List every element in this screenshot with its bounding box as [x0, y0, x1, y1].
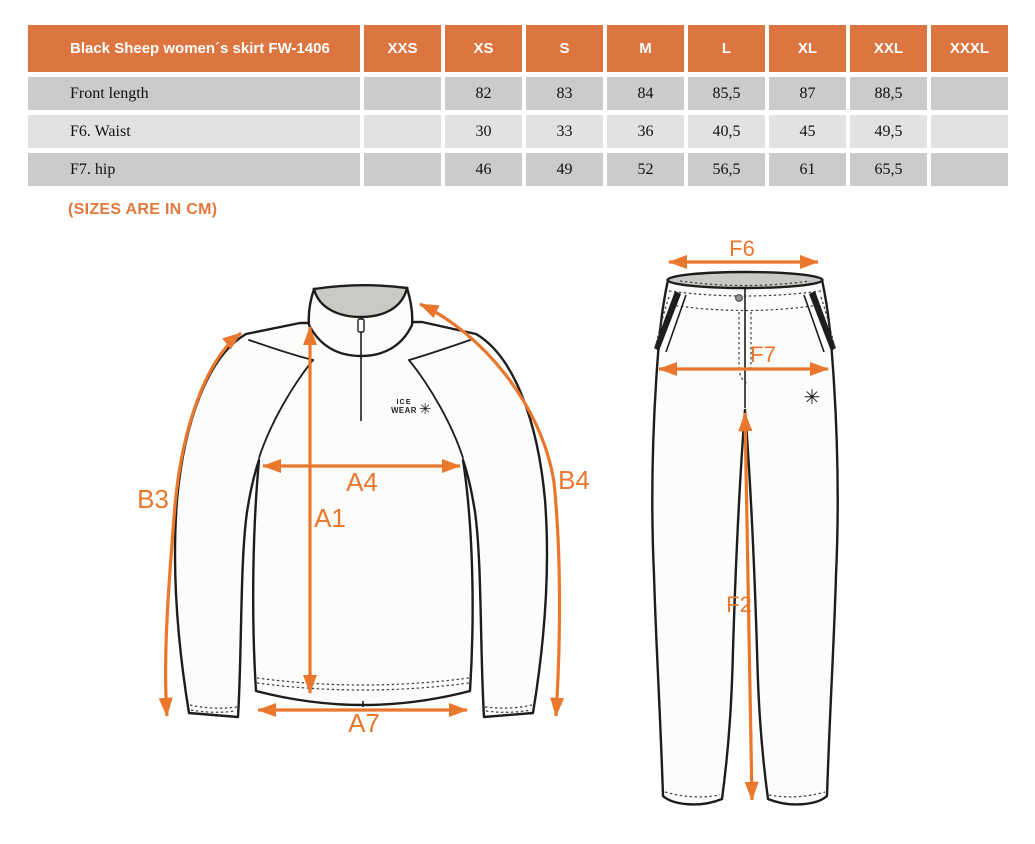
snowflake-icon: ✳	[418, 400, 432, 418]
value-cell: 49,5	[850, 115, 927, 148]
value-cell: 36	[607, 115, 684, 148]
value-cell: 49	[526, 153, 603, 186]
size-header-xxl: XXL	[850, 25, 927, 72]
brand-logo-line1: ICE	[396, 397, 412, 406]
value-cell: 61	[769, 153, 846, 186]
value-cell: 87	[769, 77, 846, 110]
value-cell: 85,5	[688, 77, 765, 110]
value-cell: 82	[445, 77, 522, 110]
size-header-xxxl: XXXL	[931, 25, 1008, 72]
zipper-pull	[358, 319, 364, 332]
row-label: F7. hip	[28, 153, 360, 186]
value-cell: 33	[526, 115, 603, 148]
shirt-diagram	[137, 285, 590, 738]
label-A1: A1	[314, 503, 346, 533]
value-cell: 40,5	[688, 115, 765, 148]
row-label: Front length	[28, 77, 360, 110]
size-header-m: M	[607, 25, 684, 72]
product-title-cell: Black Sheep women´s skirt FW-1406	[28, 25, 360, 72]
value-cell: 45	[769, 115, 846, 148]
value-cell: 65,5	[850, 153, 927, 186]
value-cell: 46	[445, 153, 522, 186]
size-header-l: L	[688, 25, 765, 72]
row-label: F6. Waist	[28, 115, 360, 148]
value-cell: 84	[607, 77, 684, 110]
label-B3: B3	[137, 484, 169, 514]
label-B4: B4	[558, 465, 590, 495]
label-A7: A7	[348, 708, 380, 738]
value-cell: 88,5	[850, 77, 927, 110]
sizes-unit-note: (SIZES ARE IN CM)	[68, 201, 218, 218]
value-cell: 52	[607, 153, 684, 186]
value-cell: 83	[526, 77, 603, 110]
waist-button	[736, 295, 743, 302]
label-A4: A4	[346, 467, 378, 497]
size-header-xs: XS	[445, 25, 522, 72]
value-cell: 30	[445, 115, 522, 148]
pants-diagram	[652, 236, 837, 804]
label-F6: F6	[729, 236, 755, 261]
label-F7: F7	[750, 342, 776, 367]
size-header-s: S	[526, 25, 603, 72]
brand-logo-line2: WEAR	[391, 406, 417, 415]
label-F2: F2	[726, 592, 752, 617]
size-header-xxs: XXS	[364, 25, 441, 72]
value-cell: 56,5	[688, 153, 765, 186]
size-header-xl: XL	[769, 25, 846, 72]
snowflake-icon: ✳	[803, 385, 821, 409]
